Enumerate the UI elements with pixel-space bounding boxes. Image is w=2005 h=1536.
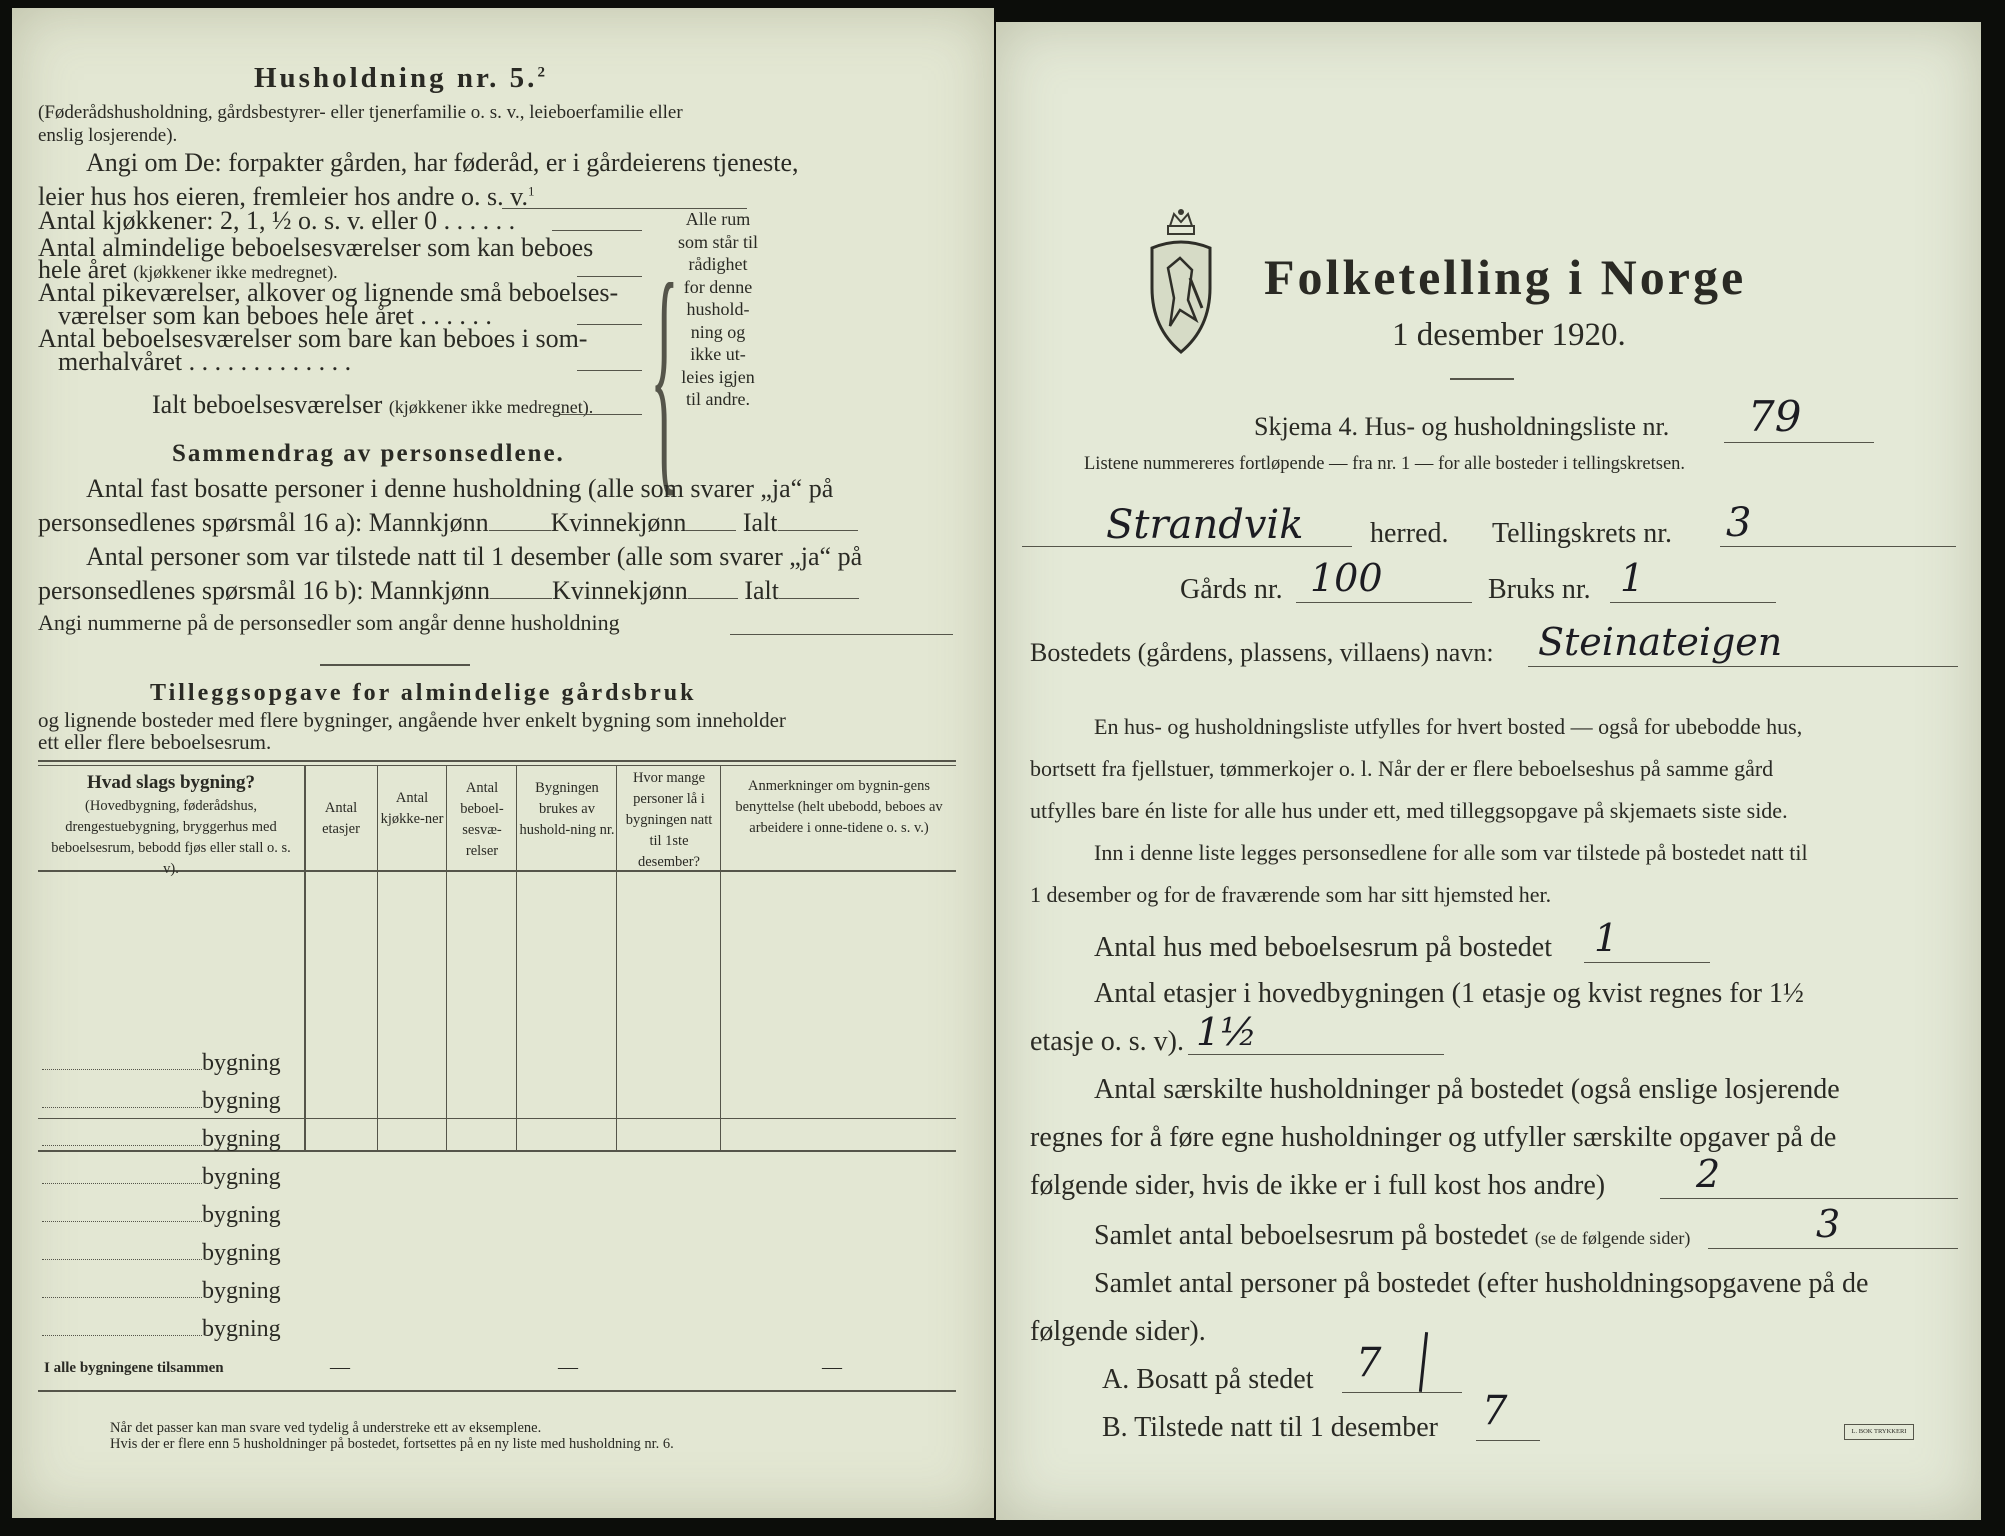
- husholdninger-label-3: følgende sider, hvis de ikke er i full kost hos andre): [1030, 1170, 1606, 1201]
- left-page: [12, 8, 994, 1518]
- info-1c: utfylles bare én liste for alle hus under ett, med tilleggsopgave på skjemaets siste side.: [1030, 798, 1788, 823]
- bruks-line[interactable]: [1610, 602, 1776, 603]
- bosted-value: Steinateigen: [1538, 620, 1783, 664]
- husholdninger-label-1: Antal særskilte husholdninger på bostedet (også enslige losjerende: [1094, 1074, 1840, 1105]
- supplement-title: Tilleggsopgave for almindelige gårdsbruk: [150, 680, 697, 706]
- maid-rooms-label-2: værelser som kan beboes hele året . . . . . .: [58, 301, 492, 330]
- etasjer-label-2: etasje o. s. v).: [1030, 1026, 1184, 1057]
- footnote-2: Hvis der er flere enn 5 husholdninger på bostedet, fortsettes på en ny liste med husholdning nr. 6.: [110, 1436, 674, 1452]
- right-page: [996, 22, 1981, 1520]
- form-date: 1 desember 1920.: [1392, 317, 1626, 353]
- summary-text-4: personsedlenes spørsmål 16 b): Mannkjønn Kvinnekjønn Ialt: [38, 576, 859, 606]
- samlet-personer-label-2: følgende sider).: [1030, 1316, 1206, 1347]
- table-row[interactable]: bygning: [42, 1240, 302, 1267]
- summary-text-2: personsedlenes spørsmål 16 a): Mannkjønn Kvinnekjønn Ialt: [38, 508, 858, 538]
- col-header-household: Bygningen brukes av hushold-ning nr.: [519, 780, 615, 838]
- hus-label: Antal hus med beboelsesrum på bostedet: [1094, 932, 1553, 963]
- checkmark-icon: [1419, 1332, 1428, 1392]
- person-numbers-label: Angi nummerne på de personsedler som angår denne husholdning: [38, 610, 620, 635]
- summary-text-1: Antal fast bosatte personer i denne husholdning (alle som svarer „ja“ på: [86, 474, 834, 503]
- form-title: Folketelling i Norge: [1264, 249, 1747, 305]
- kitchens-answer-line[interactable]: [552, 230, 642, 231]
- title-rule: [1450, 378, 1514, 380]
- total-rooms-label: Ialt beboelsesværelser (kjøkkener ikke medregnet).: [152, 390, 594, 419]
- gards-label: Gårds nr.: [1180, 574, 1283, 605]
- supplement-text-1: og lignende bosteder med flere bygninger, angående hver enkelt bygning som inneholder: [38, 708, 786, 732]
- gards-value: 100: [1310, 556, 1383, 600]
- col-header-kitchens: Antal kjøkke-ner: [380, 790, 444, 827]
- footnote-1: Når det passer kan man svare ved tydelig å understreke ett av eksemplene.: [110, 1420, 542, 1436]
- table-row[interactable]: bygning: [42, 1202, 302, 1229]
- info-2b: 1 desember og for de fraværende som har sitt hjemsted her.: [1030, 882, 1552, 907]
- hus-value: 1: [1594, 916, 1619, 960]
- list-number-value: 79: [1748, 392, 1802, 441]
- hus-line[interactable]: [1584, 962, 1710, 963]
- col-header-rooms: Antal beboel-sesvæ-relser: [460, 780, 504, 859]
- tilstede-value: 7: [1482, 1388, 1508, 1434]
- gards-line[interactable]: [1296, 602, 1472, 603]
- info-2a: Inn i denne liste legges personsedlene for alle som var tilstede på bostedet natt til: [1094, 840, 1808, 865]
- husholdninger-value: 2: [1696, 1152, 1721, 1196]
- coat-of-arms-icon: [1140, 208, 1222, 358]
- bosted-label: Bostedets (gårdens, plassens, villaens) navn:: [1030, 638, 1494, 667]
- bruks-value: 1: [1620, 556, 1645, 600]
- summary-title: Sammendrag av personsedlene.: [172, 440, 565, 467]
- samlet-rum-label: Samlet antal beboelsesrum på bostedet (se de følgende sider): [1094, 1220, 1691, 1251]
- husholdninger-label-2: regnes for å føre egne husholdninger og utfyller særskilte opgaver på de: [1030, 1122, 1837, 1153]
- numbering-note: Listene nummereres fortløpende — fra nr. 1 — for alle bosteder i tellingskretsen.: [1084, 454, 1686, 474]
- bosatt-line[interactable]: [1342, 1392, 1462, 1393]
- kitchens-label: Antal kjøkkener: 2, 1, ½ o. s. v. eller 0 . . . . . .: [38, 206, 516, 235]
- summary-text-3: Antal personer som var tilstede natt til 1 desember (alle som svarer „ja“ på: [86, 542, 863, 571]
- table-row[interactable]: bygning: [42, 1050, 302, 1077]
- tellingskrets-value: 3: [1726, 500, 1752, 546]
- total-remarks-dash: —: [822, 1356, 842, 1378]
- herred-value: Strandvik: [1106, 502, 1304, 548]
- angi-text-1: Angi om De: forpakter gården, har føderåd, er i gårdeierens tjeneste,: [86, 148, 799, 177]
- samlet-personer-label-1: Samlet antal personer på bostedet (efter husholdningsopgavene på de: [1094, 1268, 1869, 1299]
- brace-note: Alle rum som står til rådighet for denne hushold- ning og ikke ut- leies igjen til andre.: [678, 209, 758, 409]
- summer-rooms-label-2: merhalvåret . . . . . . . . . . . . .: [58, 347, 352, 376]
- total-household-dash: —: [558, 1356, 578, 1378]
- maid-rooms-label-1: Antal pikeværelser, alkover og lignende små beboelses-: [38, 278, 619, 307]
- angi-text-2: leier hus hos eieren, fremleier hos andre o. s. v.$^1$: [38, 182, 535, 211]
- tilstede-line[interactable]: [1476, 1440, 1540, 1441]
- col-header-persons: Hvor mange personer lå i bygningen natt til 1ste desember?: [625, 770, 713, 870]
- bruks-label: Bruks nr.: [1488, 574, 1591, 605]
- col-header-remarks: Anmerkninger om bygnin-gens benyttelse (helt ubebodd, beboes av arbeidere i onne-tidene o. s. v.): [735, 778, 943, 836]
- etasjer-line[interactable]: [1188, 1054, 1444, 1055]
- bosatt-value: 7: [1356, 1340, 1382, 1386]
- total-rooms-answer-line[interactable]: [560, 414, 642, 415]
- tellingskrets-line[interactable]: [1720, 546, 1956, 547]
- brace: {: [650, 233, 679, 517]
- summer-rooms-label-1: Antal beboelsesværelser som bare kan beboes i som-: [38, 324, 588, 353]
- info-1a: En hus- og husholdningsliste utfylles for hvert bosted — også for ubebodde hus,: [1094, 714, 1803, 739]
- household-subtitle-1: (Føderådshusholdning, gårdsbestyrer- eller tjenerfamilie o. s. v., leieboerfamilie eller: [38, 102, 683, 123]
- samlet-rum-value: 3: [1816, 1202, 1841, 1246]
- person-numbers-answer-line[interactable]: [730, 634, 953, 635]
- household-title: Husholdning nr. 5.$^2$: [254, 62, 548, 94]
- schema-label: Skjema 4. Hus- og husholdningsliste nr.: [1254, 412, 1670, 441]
- household-subtitle-2: enslig losjerende).: [38, 125, 178, 146]
- ordinary-rooms-label-1: Antal almindelige beboelsesværelser som kan beboes: [38, 233, 594, 262]
- ordinary-rooms-label-2: hele året (kjøkkener ikke medregnet).: [38, 255, 338, 284]
- col-header-building-type-note: (Hovedbygning, føderådshus, drengestuebygning, bryggerhus med beboelsesrum, bebodd fjøs eller stall o. s. v).: [51, 798, 291, 877]
- herred-label: herred.: [1370, 518, 1449, 549]
- summer-rooms-answer-line[interactable]: [577, 370, 642, 371]
- total-row-label: I alle bygningene tilsammen: [44, 1360, 224, 1376]
- table-row[interactable]: bygning: [42, 1088, 302, 1115]
- printer-stamp: L. BOK TRYKKERI: [1844, 1424, 1914, 1440]
- bosted-line[interactable]: [1528, 666, 1958, 667]
- table-row[interactable]: bygning: [42, 1164, 302, 1191]
- husholdninger-line[interactable]: [1660, 1198, 1958, 1199]
- etasjer-value: 1½: [1196, 1010, 1258, 1054]
- col-header-building-type: Hvad slags bygning?: [87, 772, 255, 793]
- bosatt-label: A. Bosatt på stedet: [1102, 1364, 1314, 1395]
- supplement-text-2: ett eller flere beboelsesrum.: [38, 730, 272, 754]
- col-header-floors: Antal etasjer: [322, 800, 360, 837]
- separator-rule: [320, 664, 470, 666]
- tilstede-label: B. Tilstede natt til 1 desember: [1102, 1412, 1438, 1443]
- samlet-rum-line[interactable]: [1708, 1248, 1958, 1249]
- tellingskrets-label: Tellingskrets nr.: [1492, 518, 1673, 549]
- table-row[interactable]: bygning: [42, 1126, 302, 1153]
- etasjer-label-1: Antal etasjer i hovedbygningen (1 etasje og kvist regnes for 1½: [1094, 978, 1804, 1009]
- table-row[interactable]: bygning: [42, 1316, 302, 1343]
- list-number-line[interactable]: [1724, 442, 1874, 443]
- table-row[interactable]: bygning: [42, 1278, 302, 1305]
- ordinary-rooms-answer-line[interactable]: [577, 276, 642, 277]
- total-floors-dash: —: [330, 1356, 350, 1378]
- info-1b: bortsett fra fjellstuer, tømmerkojer o. l. Når der er flere beboelseshus på samme gård: [1030, 756, 1774, 781]
